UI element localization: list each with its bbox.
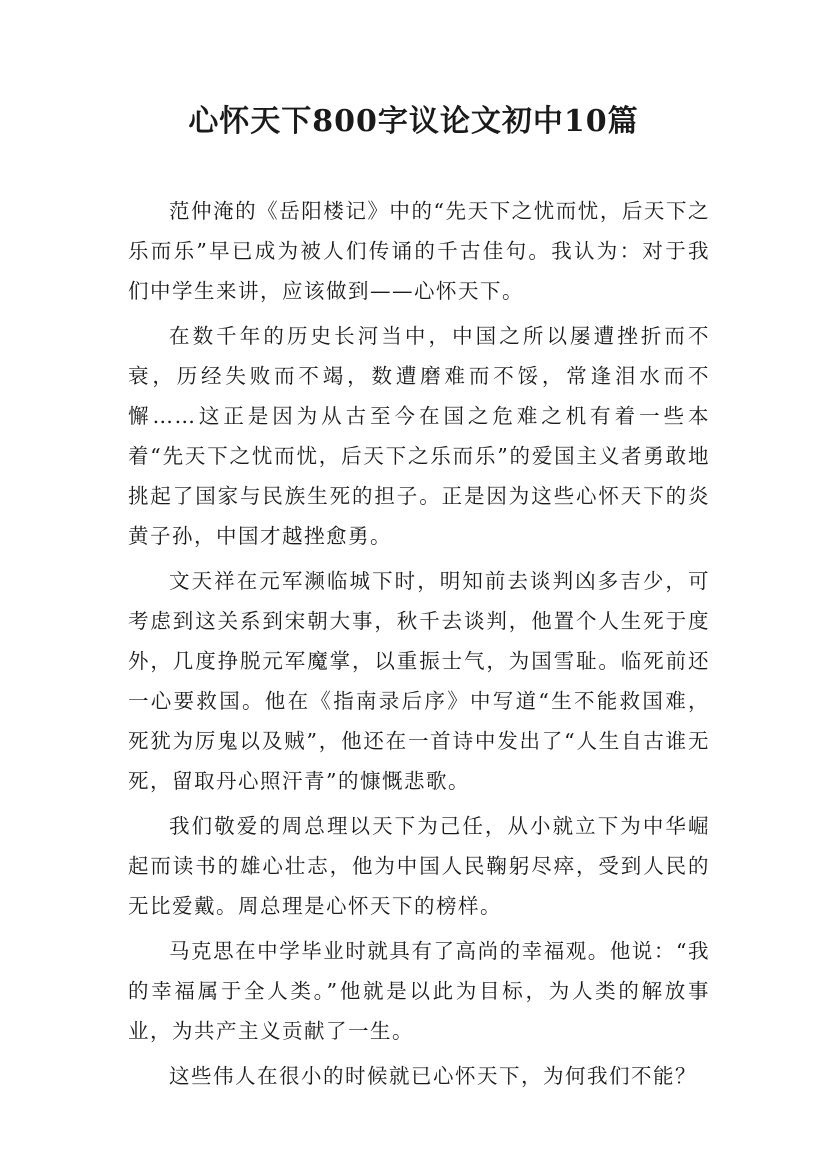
paragraph-1: 范仲淹的《岳阳楼记》中的“先天下之忧而忧，后天下之乐而乐”早已成为被人们传诵的千古佳句。我认为：对于我们中学生来讲，应该做到——心怀天下。 [128,199,710,303]
paragraph-4: 我们敬爱的周总理以天下为己任，从小就立下为中华崛起而读书的雄心壮志，他为中国人民鞠躬尽瘁，受到人民的无比爱戴。周总理是心怀天下的榜样。 [128,814,710,918]
document-title: 心怀天下800字议论文初中10篇 [188,104,639,139]
paragraph-5: 马克思在中学毕业时就具有了高尚的幸福观。他说：“我的幸福属于全人类。”他就是以此为目标，为人类的解放事业，为共产主义贡献了一生。 [128,939,710,1043]
document-body [128,191,710,1101]
paragraph-3: 文天祥在元军濒临城下时，明知前去谈判凶多吉少，可考虑到这关系到宋朝大事，秋千去谈判，他置个人生死于度外，几度挣脱元军魔掌，以重振士气，为国雪耻。临死前还一心要救国。他在《指南录后序》中写道“生不能救国难，死犹为厉鬼以及贼”，他还在一首诗中发出了“人生自古谁无死，留取丹心照汗青”的慷慨悲歌。 [128,569,710,793]
paragraph-2: 在数千年的历史长河当中，中国之所以屡遭挫折而不衰，历经失败而不竭，数遭磨难而不馁，常逢泪水而不懈……这正是因为从古至今在国之危难之机有着一些本着“先天下之忧而忧，后天下之乐而乐”的爱国主义者勇敢地挑起了国家与民族生死的担子。正是因为这些心怀天下的炎黄子孙，中国才越挫愈勇。 [128,324,710,548]
paragraph-6: 这些伟人在很小的时候就已心怀天下，为何我们不能？ [169,1064,697,1088]
